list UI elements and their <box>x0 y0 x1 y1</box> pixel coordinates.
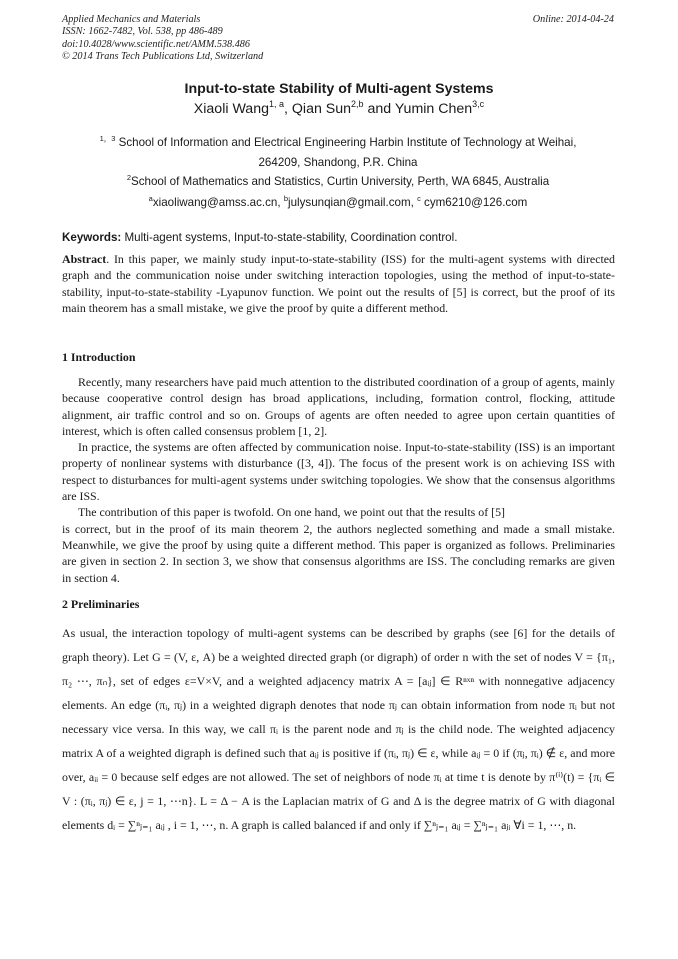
preliminaries-body <box>62 621 615 837</box>
email-mark: a <box>148 194 153 203</box>
journal-name: Applied Mechanics and Materials <box>62 14 201 25</box>
abstract-text: . In this paper, we mainly study input-to-state-stability (ISS) for the multi-agent systems with directed graph and the communication noise under switching interaction topologies, using the method of input-to-state-stability, input-to-state-stability -Lyapunov function. We point out the results of [5] is correct, but the proof of its main theorem has a small mistake, we give the proof by quite a different method. <box>62 252 615 315</box>
paragraph: In practice, the systems are often affected by communication noise. Input-to-state-stability (ISS) is an important property of nonlinear systems with disturbance ([3, 4]). The focus of the present work is on achieving ISS with respect to disturbances for multi-agent systems under switching topologies. We show that the consensus algorithms are ISS. <box>62 440 615 504</box>
affiliation-text: School of Mathematics and Statistics, Curtin University, Perth, WA 6845, Australia <box>130 175 550 188</box>
section-heading: 2 Preliminaries <box>62 597 140 611</box>
online-date: Online: 2014-04-24 <box>532 14 614 25</box>
email-address: xiaoliwang@amss.ac.cn, <box>152 196 284 209</box>
affiliation-text: School of Information and Electrical Engineering Harbin Institute of Technology at Weihai, <box>115 136 577 149</box>
author-list <box>0 101 678 117</box>
keywords-text: Multi-agent systems, Input-to-state-stability, Coordination control. <box>121 231 458 244</box>
paragraph: The contribution of this paper is twofold. On one hand, we point out that the results of [5] <box>78 505 505 520</box>
email-mark: b <box>283 194 288 203</box>
affiliation-2 <box>62 172 614 192</box>
paper-title: Input-to-state Stability of Multi-agent Systems <box>184 81 494 97</box>
email-address: julysunqian@gmail.com, <box>288 196 418 209</box>
paragraph: Recently, many researchers have paid much attention to the distributed coordination of a group of agents, mainly because cooperative control design has broad applications, including, formation control, flocking, attitude alignment, air traffic control and so on. Groups of agents are often needed to agree upon certain quantities of interest, which is often called consensus problem [1, 2]. <box>62 375 615 438</box>
author-name: Qian Sun <box>291 101 352 117</box>
author-name: Yumin Chen <box>394 101 473 117</box>
doi-line: doi:10.4028/www.scientific.net/AMM.538.486 <box>62 38 250 50</box>
abstract <box>62 251 615 316</box>
email-line <box>62 193 614 213</box>
paragraph: is correct, but in the proof of its main theorem 2, the authors neglected something and made a small mistake. Meanwhile, we give the proof by using quite a different method. This paper is organized as follows. Preliminaries are given in section 2. In section 3, we show that consensus algorithms are ISS. The concluding remarks are given in section 4. <box>62 521 615 585</box>
copyright-line: © 2014 Trans Tech Publications Ltd, Switzerland <box>62 50 264 62</box>
email-address: cym6210@126.com <box>420 196 528 209</box>
affiliation-mark: 1，3 <box>99 134 116 143</box>
affiliation-mark: 2 <box>126 173 131 182</box>
author-separator: , <box>284 101 292 117</box>
author-separator: and <box>363 101 395 117</box>
keywords-line <box>62 230 617 246</box>
author-affiliation-mark: 2,b <box>351 99 364 109</box>
affiliation-text: 264209, Shandong, P.R. China <box>258 156 418 169</box>
email-mark: c <box>417 194 421 203</box>
author-name: Xiaoli Wang <box>193 101 269 117</box>
introduction-body <box>62 374 615 586</box>
author-affiliation-mark: 3,c <box>472 99 485 109</box>
journal-header <box>62 14 263 63</box>
paragraph: As usual, the interaction topology of multi-agent systems can be described by graphs (see [6] for the details of graph theory). Let G = (V, ε, A) be a weighted directed graph (or digraph) of order n with the set of nodes V = {π₁, π₂ ⋯, πₙ}, set of edges ε=V×V, and a weighted adjacency matrix A = [aᵢⱼ] ∈ Rⁿˣⁿ with nonnegative adjacency elements. An edge (πᵢ, πⱼ) in a weighted digraph denotes that node πⱼ can obtain information from node πᵢ but not necessary vice versa. In this way, we call πᵢ is the parent node and πⱼ is the child node. The weighted adjacency matrix A of a weighted digraph is defined such that aᵢⱼ is positive if (πᵢ, πⱼ) ∈ ε, while aᵢⱼ = 0 if (πⱼ, πᵢ) ∉ ε, and more over, aᵢᵢ = 0 because self edges are not allowed. The set of neighbors of node πᵢ at time t is denote by π⁽ⁱ⁾(t) = {πᵢ ∈ V : (πᵢ, πⱼ) ∈ ε, j = 1, ⋯n}. L = Δ − A is the Laplacian matrix of G and Δ is the degree matrix of G with diagonal elements dᵢ = ∑ⁿⱼ₌₁ aᵢⱼ , i = 1, ⋯, n. A graph is called balanced if and only if ∑ⁿⱼ₌₁ aᵢⱼ = ∑ⁿⱼ₌₁ aⱼᵢ ∀i = 1, ⋯, n. <box>62 626 615 832</box>
keywords-label: Keywords: <box>62 231 122 244</box>
affiliation-1 <box>62 133 614 173</box>
abstract-label: Abstract <box>62 252 107 266</box>
issn-line: ISSN: 1662-7482, Vol. 538, pp 486-489 <box>62 26 223 38</box>
author-affiliation-mark: 1, a <box>268 99 284 109</box>
section-heading: 1 Introduction <box>62 350 136 364</box>
